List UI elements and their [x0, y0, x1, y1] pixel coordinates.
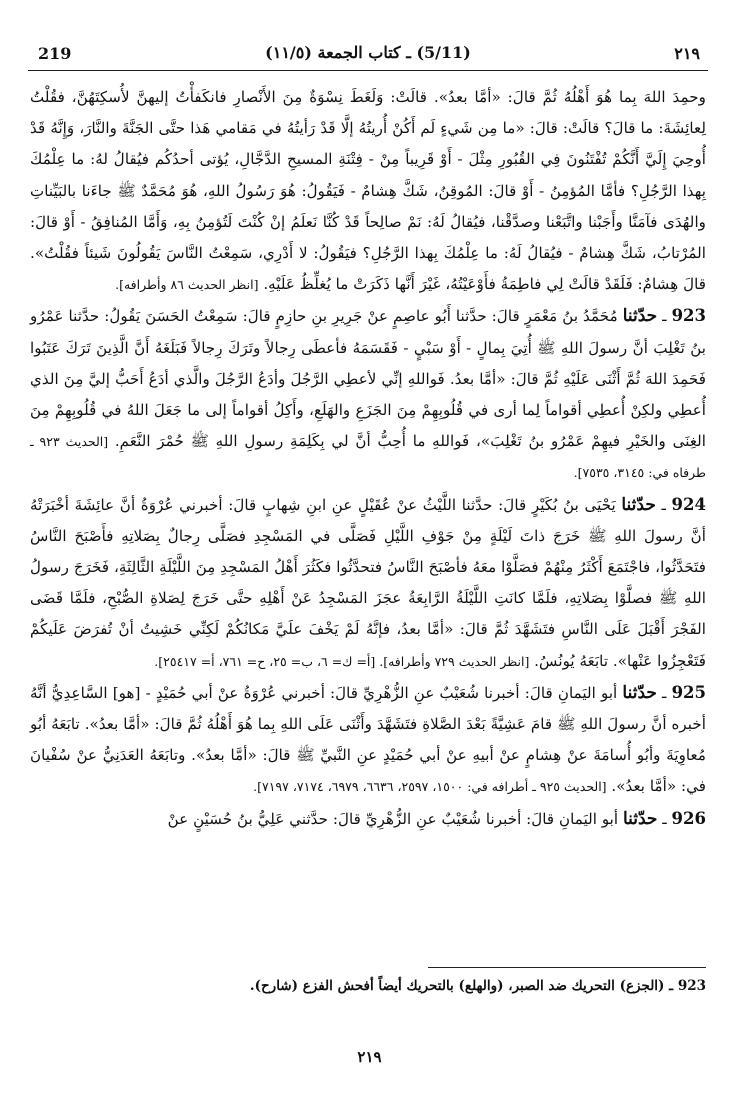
hadith-925: 925 ـ حدّثنا أبو اليَمانِ قالَ: أخبرنا شُعَيْبٌ عنِ الزُّهْرِيِّ قالَ: أخبرني عُرْوَةُ عنْ أبي حُمَيْدٍ - [هو] السَّاعِدِيُّ أنَّهُ أخبره أنَّ رسولَ اللهِ ﷺ قامَ عَشِيَّةً بَعْدَ الصَّلاةِ فتَشَهَّدَ وأَثْنَى عَلَى اللهِ بِما هُوَ أَهْلُهُ ثُمَّ قالَ: «أمَّا بعدُ». تابَعَهُ أبُو مُعاوِيَةَ وأبُو أُسامَةَ عنْ هِشامٍ عنْ أبيهِ عنْ أبي حُمَيْدٍ عنِ النَّبيِّ ﷺ قالَ: «أمَّا بعدُ». وتابَعَهُ العَدَنِيُّ عنْ سُفْيانَ في: «أمَّا بعدُ». [الحديث ٩٢٥ ـ أطرافه في: ١٥٠٠، ٢٥٩٧، ٦٦٣٦، ٦٩٧٩، ٧١٧٤، ٧١٩٧]. — [30, 682, 707, 796]
cross-reference: [الحديث ٩٢٥ ـ أطرافه في: ١٥٠٠، ٢٥٩٧، ٦٦٣٦، ٦٩٧٩، ٧١٧٤، ٧١٩٧]. — [253, 779, 607, 795]
header-rule — [28, 70, 708, 71]
haddathana-word: حدّثنا — [622, 682, 657, 703]
main-text — [30, 82, 706, 835]
page-number-latin: 219 — [38, 44, 72, 63]
hadith-number: 923 — [671, 306, 707, 326]
haddathana-word: حدّثنا — [622, 306, 658, 327]
hadith-number: 924 — [671, 494, 706, 514]
hadith-923: 923 ـ حدّثنا مُحَمَّدُ بنُ مَعْمَرٍ قالَ: حدَّثنا أَبُو عاصِمٍ عنْ جَرِيرِ بنِ حازِمٍ قالَ: سَمِعْتُ الحَسَنَ يَقُولُ: حدَّثنا عَمْرُو بنُ تَغْلِبَ أنَّ رسولَ اللهِ ﷺ أُتِيَ بِمالٍ - أَوْ سَبْيٍ - فَقَسَمَهُ فأعطَى رِجالاً وتَرَكَ رِجالاً فَبَلَغَهُ أَنَّ الَّذِينَ تَرَكَ عَتَبُوا فَحَمِدَ اللهَ ثُمَّ أَثْنَى عَلَيْهِ ثُمَّ قالَ: «أمَّا بعدُ. فَواللهِ إنِّي لأعطِي الرَّجُلَ وأدَعُ الرَّجُلَ والَّذي أدَعُ أَحَبُّ إليَّ مِنَ الذي أُعطِي ولكِنْ أُعطِي أقواماً لِما أرى في قُلُوبِهِمْ مِنَ الجَزَعِ والهَلَعِ، وأَكِلُ أقواماً إلى ما جَعَلَ اللهُ في قُلُوبِهِمْ مِنَ الغِنَى والخَيْرِ فيهِمْ عَمْرُو بنُ تَغْلِبَ»، فَواللهِ ما أُحِبُّ أنَّ لي بِكَلِمَةِ رسولِ اللهِ ﷺ حُمْرَ النَّعَمِ. [الحديث ٩٢٣ ـ طرفاه في: ٣١٤٥، ٧٥٣٥]. — [30, 306, 707, 481]
footer-page-number: ٢١٩ — [357, 1048, 382, 1066]
paragraph-continuation — [30, 82, 706, 300]
hadith-number: 925 — [671, 682, 707, 702]
footnote: 923 ـ (الجزع) التحريك ضد الصبر، (والهلع) بالتحريك أيضاً أفحش الفزع (شارح). — [249, 978, 706, 994]
page-header — [28, 38, 708, 68]
haddathana-word: حدّثنا — [621, 494, 656, 515]
cross-reference: [انظر الحديث ٧٢٩ وأطرافه]. [أ= ك= ٦، ب= ٢٥، ح= ٧٦١، أ= ٢٥٤١٧]. — [154, 653, 530, 669]
cross-reference: [الحديث ٩٢٣ ـ طرفاه في: ٣١٤٥، ٧٥٣٥]. — [30, 434, 706, 481]
paragraph-text: وحمِدَ اللهَ بِما هُوَ أَهْلُهُ ثُمَّ قالَ: «أمَّا بعدُ». قالَتْ: وَلَغَطَ نِسْوَةٌ مِنَ الأَنْصارِ فانكَفأْتُ إليهنَّ لأُسكِتَهُنَّ، فقُلْتُ لِعائِشَةَ: ما قالَ؟ قالَتْ: قالَ: «ما مِن شَيءٍ لَم أَكُنْ أُريتُهُ إلَّا قَدْ رَأيتُهُ في مَقامي هَذا حتَّى الجَنَّةَ والنَّارَ، وَإِنَّهُ قَدْ أُوحِيَ إِلَيَّ أَنَّكُمْ تُفْتَنُونَ فِي القُبُورِ مِثْلَ - أَوْ قَرِيباً مِنْ - فِتْنَةِ المسيحِ الدَّجَّالِ، يُؤتى أحدُكُم فيُقالُ لهُ: ما عِلْمُكَ بِهذا الرَّجُلِ؟ فأمَّا المُؤمِنُ - أَوْ قالَ: المُوقِنُ، شَكَّ هِشامٌ - فَيَقُولُ: هُوَ رَسُولُ اللهِ، هُوَ مُحَمَّدٌ ﷺ جاءَنا بالبَيِّناتِ والهُدَى فآمَنَّا وأَجَبْنا واتَّبَعْنا وصدَّقْنا، فيُقالُ لَهُ: نَمْ صالِحاً قَدْ كُنَّا نَعلَمُ إنْ كُنْتَ لَتُؤمِنُ بِهِ، وَأَمَّا المُنافِقُ - أَوْ قالَ: المُرْتابُ، شَكَّ هِشامٌ - فيُقالُ لَهُ: ما عِلْمُكَ بِهذا الرَّجُلِ؟ فيَقُولُ: لا أَدْرِي، سَمِعْتُ النَّاسَ يَقُولُونَ شَيئاً فقُلْتُ». قالَ هِشامٌ: فَلَقَدْ قالَتْ لِي فاطِمَةُ فأَوْعَيْتُهُ، غَيْرَ أَنَّها ذَكَرَتْ ما يُغلِّظُ عَلَيْهِ. — [30, 88, 706, 294]
hadith-text: يَحْيَى بنُ بُكَيْرٍ قالَ: حدَّثنا اللَّيْثُ عنْ عُقَيْلٍ عنِ ابنِ شِهابٍ قالَ: أخبرني عُرْوَةُ أنَّ عائِشَةَ أخْبَرَتْهُ أنَّ رسولَ اللهِ ﷺ خَرَجَ ذاتَ لَيْلَةٍ مِنْ جَوْفِ اللَّيْلِ فَصَلَّى في المَسْجِدِ فصَلَّى رِجالٌ بِصَلاتِهِ فأَصْبَحَ النَّاسُ فتَحَدَّثُوا، فاجْتَمَعَ أَكْثَرُ مِنْهُمْ فصَلَّوْا معَهُ فأصْبَحَ النَّاسُ فتحدَّثُوا فكَثُرَ أَهْلُ المَسْجِدِ مِنَ اللَّيْلَةِ الثَّالِثَةِ، فَخَرَجَ رسولُ اللهِ ﷺ فصلَّوْا بِصَلاتِهِ، فلَمَّا كانَتِ اللَّيْلَةُ الرَّابِعَةُ عجَزَ المَسْجِدُ عَنْ أَهْلِهِ حتَّى خَرَجَ لِصَلاةِ الصُّبْحِ، فلَمَّا قَضَى الفَجْرَ أَقْبَلَ عَلَى النَّاسِ فتَشَهَّدَ ثُمَّ قالَ: «أمَّا بعدُ، فإنَّهُ لَمْ يَخْفَ علَيَّ مَكانُكُمْ لَكِنِّي خَشِيتُ أنْ تُفرَضَ عَلَيكُمْ فَتَعْجِزُوا عَنْها». تابَعَهُ يُونُسُ. — [30, 495, 706, 670]
cross-reference: [انظر الحديث ٨٦ وأطرافه]. — [115, 277, 259, 293]
footnote-rule — [428, 967, 706, 968]
hadith-text: أبو اليَمانِ قالَ: أخبرنا شُعَيْبٌ عنِ الزُّهْرِيِّ قالَ: حدَّثني عَلِيُّ بنُ حُسَيْنٍ عنْ — [167, 809, 619, 828]
hadith-924: 924 ـ حدّثنا يَحْيَى بنُ بُكَيْرٍ قالَ: حدَّثنا اللَّيْثُ عنْ عُقَيْلٍ عنِ ابنِ شِهابٍ قالَ: أخبرني عُرْوَةُ أنَّ عائِشَةَ أخْبَرَتْهُ أنَّ رسولَ اللهِ ﷺ خَرَجَ ذاتَ لَيْلَةٍ مِنْ جَوْفِ اللَّيْلِ فَصَلَّى في المَسْجِدِ فصَلَّى رِجالٌ بِصَلاتِهِ فأَصْبَحَ النَّاسُ فتَحَدَّثُوا، فاجْتَمَعَ أَكْثَرُ مِنْهُمْ فصَلَّوْا معَهُ فأصْبَحَ النَّاسُ فتحدَّثُوا فكَثُرَ أَهْلُ المَسْجِدِ مِنَ اللَّيْلَةِ الثَّالِثَةِ، فَخَرَجَ رسولُ اللهِ ﷺ فصلَّوْا بِصَلاتِهِ، فلَمَّا كانَتِ اللَّيْلَةُ الرَّابِعَةُ عجَزَ المَسْجِدُ عَنْ أَهْلِهِ حتَّى خَرَجَ لِصَلاةِ الصُّبْحِ، فلَمَّا قَضَى الفَجْرَ أَقْبَلَ عَلَى النَّاسِ فتَشَهَّدَ ثُمَّ قالَ: «أمَّا بعدُ، فإنَّهُ لَمْ يَخْفَ علَيَّ مَكانُكُمْ لَكِنِّي خَشِيتُ أنْ تُفرَضَ عَلَيكُمْ فَتَعْجِزُوا عَنْها». تابَعَهُ يُونُسُ. [انظر الحديث ٧٢٩ وأطرافه]. [أ= ك= ٦، ب= ٢٥، ح= ٧٦١، أ= ٢٥٤١٧]. — [30, 494, 706, 670]
hadith-926: 926 ـ حدّثنا أبو اليَمانِ قالَ: أخبرنا شُعَيْبٌ عنِ الزُّهْرِيِّ قالَ: حدَّثني عَلِيُّ بنُ حُسَيْنٍ عنْ — [167, 808, 706, 829]
page-number-arabic: ٢١٩ — [674, 44, 700, 63]
hadith-text: أبو اليَمانِ قالَ: أخبرنا شُعَيْبٌ عنِ الزُّهْرِيِّ قالَ: أخبرني عُرْوَةُ عنْ أبي حُمَيْدٍ - [هو] السَّاعِدِيُّ أنَّهُ أخبره أنَّ رسولَ اللهِ ﷺ قامَ عَشِيَّةً بَعْدَ الصَّلاةِ فتَشَهَّدَ وأَثْنَى عَلَى اللهِ بِما هُوَ أَهْلُهُ ثُمَّ قالَ: «أمَّا بعدُ». تابَعَهُ أبُو مُعاوِيَةَ وأبُو أُسامَةَ عنْ هِشامٍ عنْ أبيهِ عنْ أبي حُمَيْدٍ عنِ النَّبيِّ ﷺ قالَ: «أمَّا بعدُ». وتابَعَهُ العَدَنِيُّ عنْ سُفْيانَ في: «أمَّا بعدُ». — [30, 683, 706, 796]
hadith-text: مُحَمَّدُ بنُ مَعْمَرٍ قالَ: حدَّثنا أَبُو عاصِمٍ عنْ جَرِيرِ بنِ حازِمٍ قالَ: سَمِعْتُ الحَسَنَ يَقُولُ: حدَّثنا عَمْرُو بنُ تَغْلِبَ أنَّ رسولَ اللهِ ﷺ أُتِيَ بِمالٍ - أَوْ سَبْيٍ - فَقَسَمَهُ فأعطَى رِجالاً وتَرَكَ رِجالاً فَبَلَغَهُ أَنَّ الَّذِينَ تَرَكَ عَتَبُوا فَحَمِدَ اللهَ ثُمَّ أَثْنَى عَلَيْهِ ثُمَّ قالَ: «أمَّا بعدُ. فَواللهِ إنِّي لأعطِي الرَّجُلَ وأدَعُ الرَّجُلَ والَّذي أدَعُ أَحَبُّ إليَّ مِنَ الذي أُعطِي ولكِنْ أُعطِي أقواماً لِما أرى في قُلُوبِهِمْ مِنَ الجَزَعِ والهَلَعِ، وأَكِلُ أقواماً إلى ما جَعَلَ اللهُ في قُلُوبِهِمْ مِنَ الغِنَى والخَيْرِ فيهِمْ عَمْرُو بنُ تَغْلِبَ»، فَواللهِ ما أُحِبُّ أنَّ لي بِكَلِمَةِ رسولِ اللهِ ﷺ حُمْرَ النَّعَمِ. — [30, 307, 707, 451]
haddathana-word: حدّثنا — [622, 808, 658, 829]
running-title: (5/11) ـ كتاب الجمعة (١١/٥) — [265, 43, 471, 62]
hadith-number: 926 — [671, 808, 706, 828]
